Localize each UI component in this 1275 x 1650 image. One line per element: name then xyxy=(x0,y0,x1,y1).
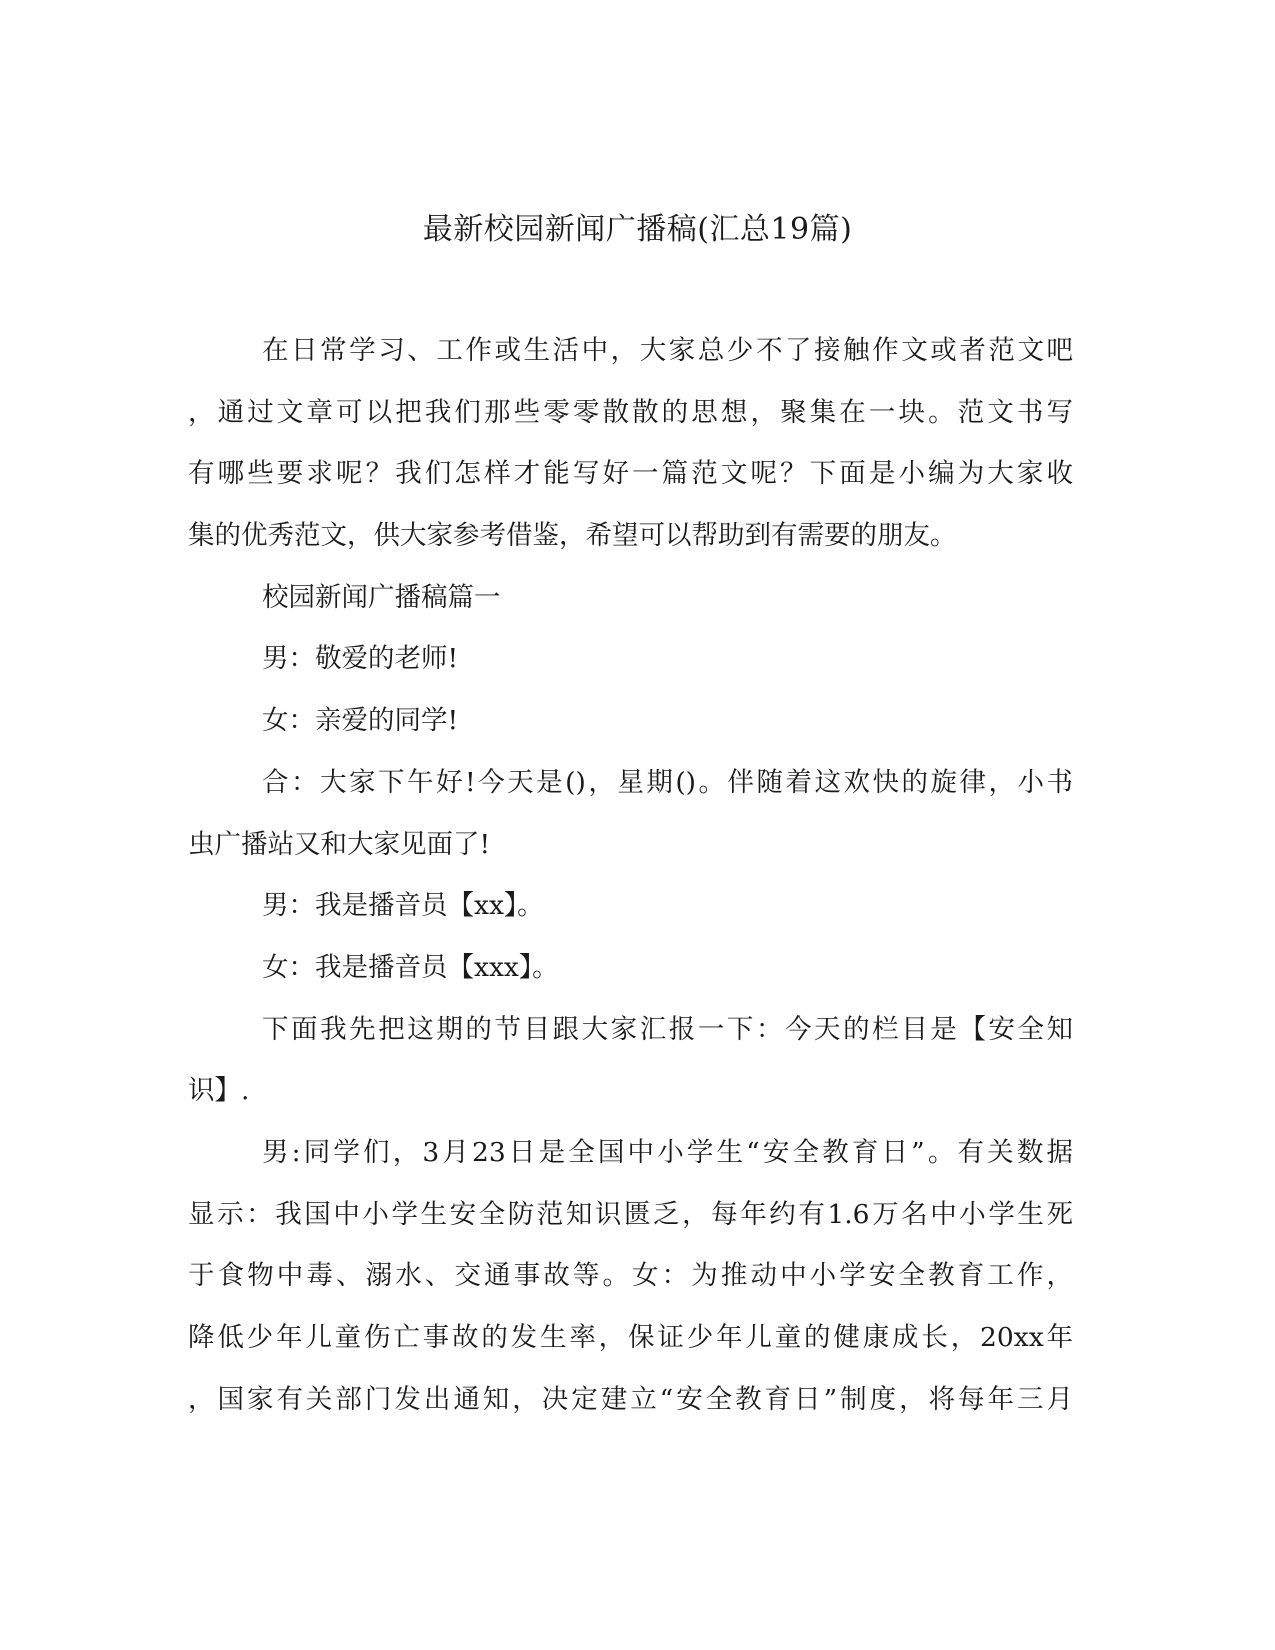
dialogue-line: 女：我是播音员【xxx】。 xyxy=(262,951,559,983)
document-title: 最新校园新闻广播稿(汇总19篇) xyxy=(422,212,853,247)
dialogue-line: 虫广播站又和大家见面了! xyxy=(188,828,491,860)
document-body xyxy=(188,328,1073,1438)
dialogue-line: 合：大家下午好!今天是()，星期()。伴随着这欢快的旋律，小书 xyxy=(262,766,1073,798)
paragraph-line: 男:同学们，3月23日是全国中小学生“安全教育日”。有关数据 xyxy=(262,1136,1073,1168)
dialogue-line: 男：我是播音员【xx】。 xyxy=(262,890,544,922)
paragraph-line: 在日常学习、工作或生活中，大家总少不了接触作文或者范文吧 xyxy=(262,335,1073,366)
paragraph-line: 于食物中毒、溺水、交通事故等。女：为推动中小学安全教育工作， xyxy=(188,1260,1073,1292)
section-heading: 校园新闻广播稿篇一 xyxy=(262,581,501,613)
paragraph-line: 集的优秀范文，供大家参考借鉴，希望可以帮助到有需要的朋友。 xyxy=(188,520,957,552)
paragraph-line: 识】. xyxy=(188,1075,250,1107)
dialogue-line: 男：敬爱的老师! xyxy=(262,643,459,675)
paragraph-line: 显示：我国中小学生安全防范知识匮乏，每年约有1.6万名中小学生死 xyxy=(188,1198,1073,1230)
paragraph-line: ，国家有关部门发出通知，决定建立“安全教育日”制度，将每年三月 xyxy=(188,1383,1073,1415)
dialogue-line: 女：亲爱的同学! xyxy=(262,705,459,737)
paragraph-line: 下面我先把这期的节目跟大家汇报一下：今天的栏目是【安全知 xyxy=(262,1013,1073,1045)
paragraph-line: 降低少年儿童伤亡事故的发生率，保证少年儿童的健康成长，20xx年 xyxy=(188,1322,1073,1353)
paragraph-line: 有哪些要求呢？我们怎样才能写好一篇范文呢？下面是小编为大家收 xyxy=(188,458,1073,490)
paragraph-line: ，通过文章可以把我们那些零零散散的思想，聚集在一块。范文书写 xyxy=(188,396,1073,428)
